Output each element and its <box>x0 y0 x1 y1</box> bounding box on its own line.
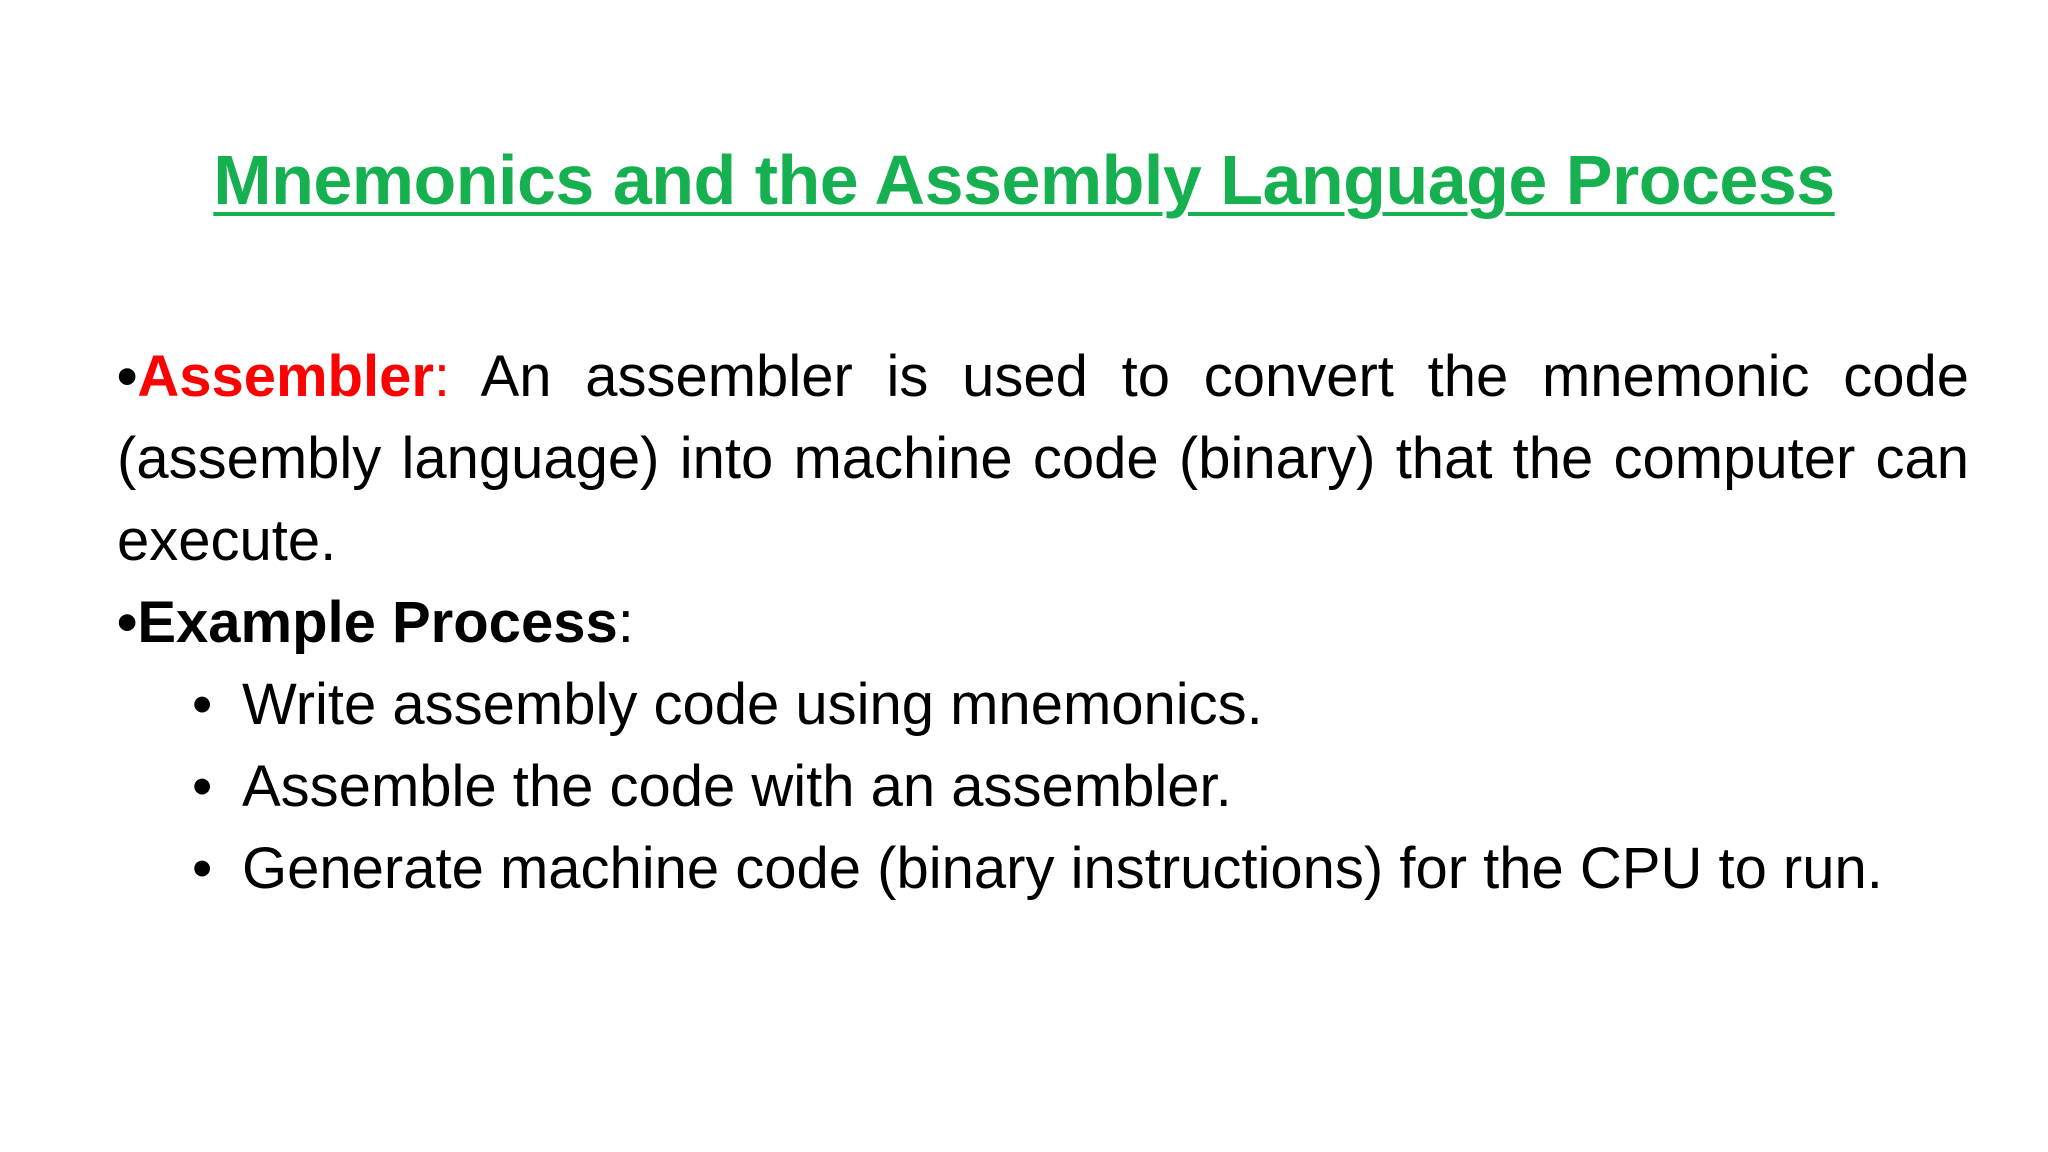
bullet-marker: • <box>117 590 138 655</box>
sub-bullet-item <box>117 746 1969 828</box>
sub-bullet-list <box>117 664 1969 910</box>
bullet-text-assembler: An assembler is used to convert the mnemonic code (assembly language) into machine code (binary) that the computer can execute. <box>117 344 1969 573</box>
bullet-assembler <box>117 336 1969 582</box>
sub-bullet-text: Generate machine code (binary instructions) for the CPU to run. <box>242 836 1883 901</box>
sub-bullet-item <box>117 828 1969 910</box>
sub-bullet-text: Write assembly code using mnemonics. <box>242 672 1263 737</box>
sub-bullet-item <box>117 664 1969 746</box>
sub-bullet-marker: • <box>192 672 213 737</box>
slide-body <box>117 336 1969 910</box>
sub-bullet-marker: • <box>192 836 213 901</box>
bullet-label-example-process: Example Process <box>137 590 618 655</box>
bullet-label-assembler: Assembler <box>137 344 434 409</box>
sub-bullet-marker: • <box>192 754 213 819</box>
slide-title: Mnemonics and the Assembly Language Process <box>213 141 1835 219</box>
bullet-separator: : <box>433 344 451 409</box>
bullet-separator: : <box>617 590 634 655</box>
bullet-example-process <box>117 582 1969 664</box>
bullet-marker: • <box>117 344 138 409</box>
sub-bullet-text: Assemble the code with an assembler. <box>242 754 1232 819</box>
